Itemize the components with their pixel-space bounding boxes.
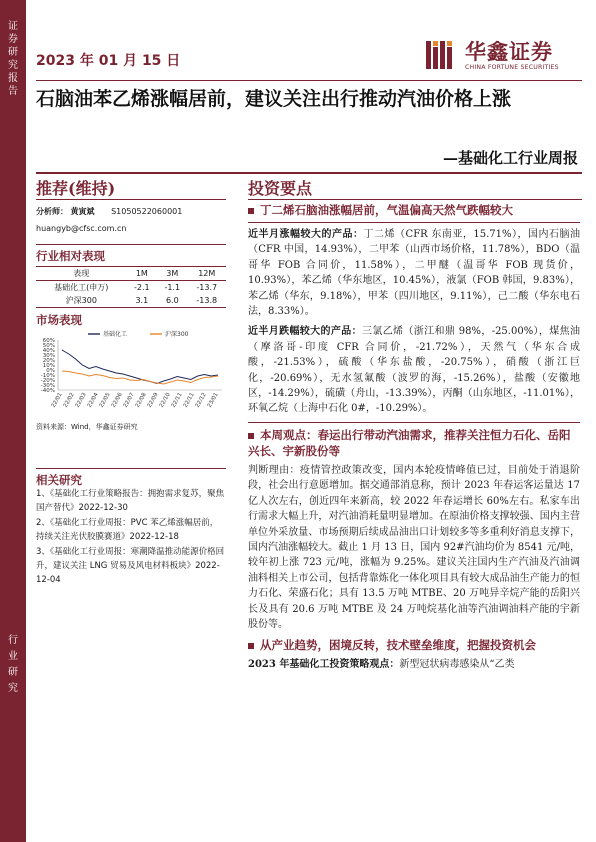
y-tick-label: 20% — [42, 358, 55, 364]
y-tick-label: -40% — [40, 388, 55, 394]
logo-chinese-name: 华鑫证券 — [465, 40, 553, 64]
table-cell: 3.1 — [127, 294, 157, 308]
y-tick-label: 40% — [42, 348, 55, 354]
investment-points — [248, 202, 580, 678]
paragraph — [248, 324, 580, 416]
x-tick-label: 23/01 — [206, 392, 220, 409]
x-tick-label: 22/01 — [50, 392, 64, 409]
highlight-text: 丁二烯石脑油涨幅居前，气温偏高天然气跌幅较大 — [260, 203, 513, 217]
y-tick-label: -20% — [40, 378, 55, 384]
header-divider — [36, 80, 582, 81]
highlight-heading — [248, 427, 580, 459]
paragraph-lead: 2023 年基础化工投资策略观点： — [248, 659, 400, 671]
table-header-cell: 12M — [188, 267, 226, 281]
paragraph — [248, 227, 580, 319]
analyst-name: 黄寅斌 — [70, 207, 95, 216]
table-header-cell: 1M — [127, 267, 157, 281]
y-tick-label: 0% — [46, 368, 55, 374]
report-date: 2023 年 01 月 15 日 — [36, 53, 181, 69]
bullet-square-icon — [248, 433, 254, 439]
logo-mark-icon — [425, 40, 455, 70]
y-tick-label: 10% — [42, 363, 55, 369]
investment-points-heading: 投资要点 — [248, 179, 313, 198]
block-divider — [248, 422, 580, 423]
research-type-label: 行业研究 — [8, 635, 18, 694]
market-heading: 市场表现 — [36, 313, 82, 327]
paragraph-lead: 近半月跌幅较大的产品： — [248, 326, 362, 338]
paragraph-text: 判断理由：疫情管控政策改变，国内本轮疫情峰值已过，目前处于消退阶段，社会出行意愿增加。据交通部消息称，预计 2023 年春运客运量达 17 亿人次左右，创近四年来新高，较 2022 年春运增长 60%左右。私家车出行需求大幅上升，对汽油消耗量明显增加。在原油价格支撑较强、国内主营单位外采放量、市场预期后续成品油出口计划较多等多重利好消息支撑下，国内汽油涨幅较大。截止 1 月 13 日，国内 92#汽油均价为 8541 元/吨，较年初上涨 723 元/吨，涨幅为 9.25%。建议关注国内生产汽油及汽油调油料相关上市公司，包括背靠炼化一体化项目具有较大成品油生产能力的恒力石化、荣盛石化；具有 13.5 万吨 MTBE、20 万吨异辛烷产能的岳阳兴长及具有 20.6 万吨 MTBE 及 24 万吨烷基化油等汽油调油料产能的宇新股份等。 — [248, 464, 580, 630]
x-tick-label: 22/05 — [98, 392, 112, 409]
x-tick-label: 22/10 — [158, 392, 172, 409]
y-tick-label: 50% — [42, 343, 55, 349]
right-section-divider — [248, 199, 582, 200]
analyst-label: 分析师： — [36, 207, 68, 216]
y-tick-label: 60% — [42, 338, 55, 344]
y-tick-label: -30% — [40, 383, 55, 389]
performance-heading: 行业相对表现 — [36, 249, 105, 263]
paragraph — [248, 463, 580, 632]
analyst-id: S1050522060001 — [111, 207, 183, 216]
table-cell: 沪深300 — [36, 294, 127, 308]
paragraph-text: 三氯乙烯（浙江和鼎 98%，-25.00%），煤焦油（摩洛哥-印度 CFR 合同价，-21.72%），天然气（华东合成酸，-21.53%），硫酸（华东盐酸，-20.75%），硝酸（浙江巨化，-20.69%），无水氢氟酸（波罗的海，-15.26%），盐酸（安徽地区，-14.29%），硫磺（舟山，-13.39%），丙酮（山东地区，-11.01%），环氧乙烷（上海中石化 0#，-10.29%）。 — [248, 326, 581, 415]
related-research-list — [36, 487, 226, 588]
y-tick-label: -10% — [40, 373, 55, 379]
highlight-heading — [248, 637, 580, 653]
bullet-square-icon — [248, 208, 254, 214]
report-subtitle: —基础化工行业周报 — [442, 149, 578, 167]
report-title: 石脑油苯乙烯涨幅居前，建议关注出行推动汽油价格上涨 — [36, 88, 512, 110]
rating-heading: 推荐(维持) — [36, 179, 116, 198]
x-tick-label: 22/09 — [146, 392, 160, 409]
legend-label: 沪深300 — [165, 331, 189, 338]
x-tick-label: 22/06 — [110, 392, 124, 409]
related-item[interactable]: 1、《基础化工行业策略报告：拥抱需求复苏，聚焦国产替代》2022-12-30 — [36, 489, 225, 513]
chart-source: 资料来源：Wind，华鑫证券研究 — [36, 423, 138, 431]
table-cell: 基础化工(申万) — [54, 283, 109, 292]
analyst-divider — [36, 244, 226, 245]
market-chart — [36, 328, 226, 428]
paragraph-text: 丁二烯（CFR 东南亚，15.71%），国内石脑油（CFR 中国，14.93%），二甲苯（山西市场价格，11.78%），BDO（温哥华 FOB 合同价，11.58%），二甲醚（温哥华 FOB 现货价，10.93%），苯乙烯（华东地区，10.45%），液氯（FOB 韩国，9.83%），苯乙烯（华东，9.18%），甲苯（四川地区，9.11%），己二酸（华东电石法，8.33%）。 — [248, 229, 580, 318]
series-line-industry — [62, 350, 218, 384]
y-tick-label: 30% — [42, 353, 55, 359]
table-header-row — [36, 267, 226, 281]
table-cell: -13.7 — [196, 283, 218, 292]
performance-table — [36, 266, 226, 308]
table-header-cell: 3M — [157, 267, 187, 281]
related-item[interactable]: 3、《基础化工行业周报：寒潮降温推动能源价格回升，建议关注 LNG 贸易及风电材料板块》2022-12-04 — [36, 547, 225, 585]
analyst-info — [36, 205, 226, 236]
paragraph-lead: 近半月涨幅较大的产品： — [248, 229, 364, 240]
left-section-divider — [36, 199, 226, 200]
x-tick-label: 22/08 — [134, 392, 148, 409]
x-tick-label: 22/11 — [170, 392, 184, 409]
x-tick-label: 22/04 — [86, 392, 100, 409]
company-logo — [425, 38, 585, 74]
paragraph-text: 新型冠状病毒感染从“乙类 — [399, 659, 515, 671]
legend-label: 基础化工 — [103, 331, 128, 338]
report-type-label: 证券研究报告 — [8, 21, 18, 97]
paragraph — [248, 657, 580, 672]
table-cell: -13.8 — [188, 294, 226, 308]
table-row — [36, 281, 226, 295]
x-tick-label: 22/07 — [122, 392, 136, 409]
title-divider — [36, 172, 582, 174]
related-item[interactable]: 2、《基础化工行业周报：PVC 苯乙烯涨幅居前，持续关注光伏胶膜赛道》2022-12-18 — [36, 518, 219, 542]
related-divider — [36, 468, 226, 469]
table-header-cell: 表现 — [36, 267, 127, 281]
x-tick-label: 22/12 — [194, 392, 208, 409]
table-cell: -1.1 — [164, 283, 181, 292]
logo-english-name: CHINA FORTUNE SECURITIES — [465, 64, 559, 71]
table-cell: -2.1 — [134, 283, 150, 292]
related-heading: 相关研究 — [36, 473, 82, 487]
analyst-line — [36, 205, 226, 219]
highlight-heading — [248, 202, 580, 218]
left-accent-bar — [0, 0, 26, 842]
table-row — [36, 294, 226, 308]
highlight-text: 从产业趋势，困境反转，技术壁垒维度，把握投资机会 — [260, 638, 536, 653]
block-divider — [248, 222, 580, 223]
table-cell: 6.0 — [157, 294, 187, 308]
x-tick-label: 22/11 — [182, 392, 196, 409]
bullet-square-icon — [248, 643, 254, 649]
highlight-text: 本周观点：春运出行带动汽油需求，推荐关注恒力石化、岳阳兴长、宇新股份等 — [248, 427, 571, 458]
x-tick-label: 22/02 — [62, 392, 76, 409]
analyst-email[interactable]: huangyb@cfsc.com.cn — [36, 224, 127, 233]
x-tick-label: 22/03 — [74, 392, 88, 409]
market-chart-svg — [36, 328, 226, 422]
